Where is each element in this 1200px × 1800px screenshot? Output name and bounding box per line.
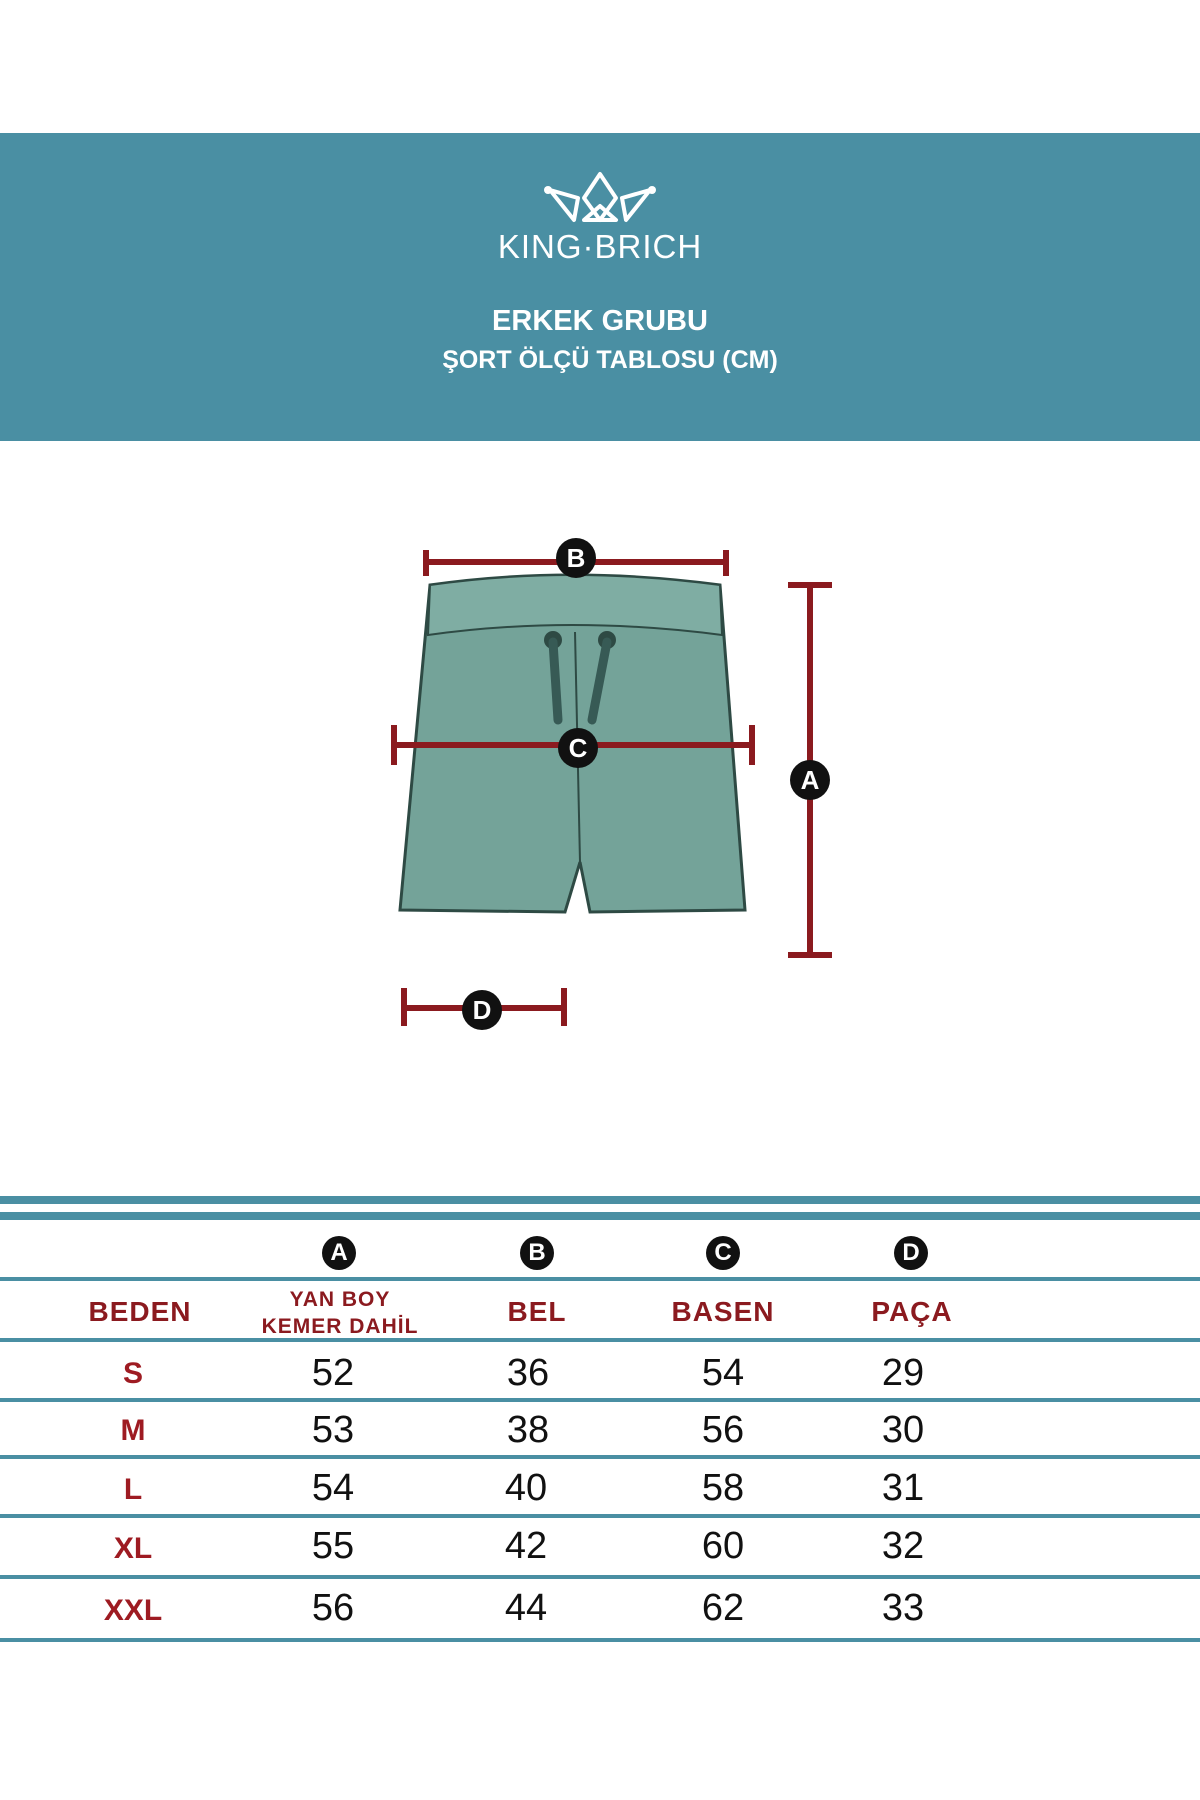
size-cell: S xyxy=(122,1357,143,1390)
value-cell: 31 xyxy=(881,1467,925,1509)
col-header-paca: PAÇA xyxy=(871,1296,953,1327)
col-header-bel: BEL xyxy=(507,1296,567,1327)
col-header-yan-boy-line2: KEMER DAHİL xyxy=(261,1315,419,1338)
value-cell: 44 xyxy=(504,1587,548,1629)
value-cell: 38 xyxy=(506,1409,550,1451)
brand-name: KING·BRICH xyxy=(497,228,703,265)
col-header-yan-boy xyxy=(240,1286,440,1340)
size-cell: XL xyxy=(113,1532,153,1565)
page-title: ERKEK GRUBU xyxy=(492,305,708,337)
value-cell: 60 xyxy=(701,1525,745,1567)
label-c: C xyxy=(568,733,588,763)
col-header-yan-boy-line1: YAN BOY xyxy=(289,1288,391,1311)
value-cell: 56 xyxy=(701,1409,745,1451)
size-cell: M xyxy=(120,1414,146,1447)
value-cell: 62 xyxy=(701,1587,745,1629)
page-subtitle: ŞORT ÖLÇÜ TABLOSU (CM) xyxy=(442,346,778,374)
value-cell: 40 xyxy=(504,1467,548,1509)
value-cell: 29 xyxy=(881,1352,925,1394)
value-cell: 36 xyxy=(506,1352,550,1394)
crown-icon xyxy=(480,170,720,230)
col-marker-b: B xyxy=(520,1236,554,1270)
label-d: D xyxy=(472,995,492,1025)
brand-logo xyxy=(480,170,720,270)
size-cell: XXL xyxy=(103,1594,163,1627)
label-a: A xyxy=(800,765,820,795)
value-cell: 58 xyxy=(701,1467,745,1509)
col-header-basen: BASEN xyxy=(671,1296,775,1327)
label-b: B xyxy=(566,543,586,573)
col-marker-a: A xyxy=(322,1236,356,1270)
col-marker-d: D xyxy=(894,1236,928,1270)
size-cell: L xyxy=(123,1473,143,1506)
value-cell: 33 xyxy=(881,1587,925,1629)
col-marker-c: C xyxy=(706,1236,740,1270)
value-cell: 42 xyxy=(504,1525,548,1567)
value-cell: 32 xyxy=(881,1525,925,1567)
value-cell: 30 xyxy=(881,1409,925,1451)
value-cell: 52 xyxy=(311,1352,355,1394)
value-cell: 55 xyxy=(311,1525,355,1567)
waistband xyxy=(428,575,722,635)
value-cell: 54 xyxy=(311,1467,355,1509)
value-cell: 54 xyxy=(701,1352,745,1394)
value-cell: 53 xyxy=(311,1409,355,1451)
shorts-diagram xyxy=(370,520,850,1040)
col-header-beden: BEDEN xyxy=(88,1296,192,1327)
value-cell: 56 xyxy=(311,1587,355,1629)
